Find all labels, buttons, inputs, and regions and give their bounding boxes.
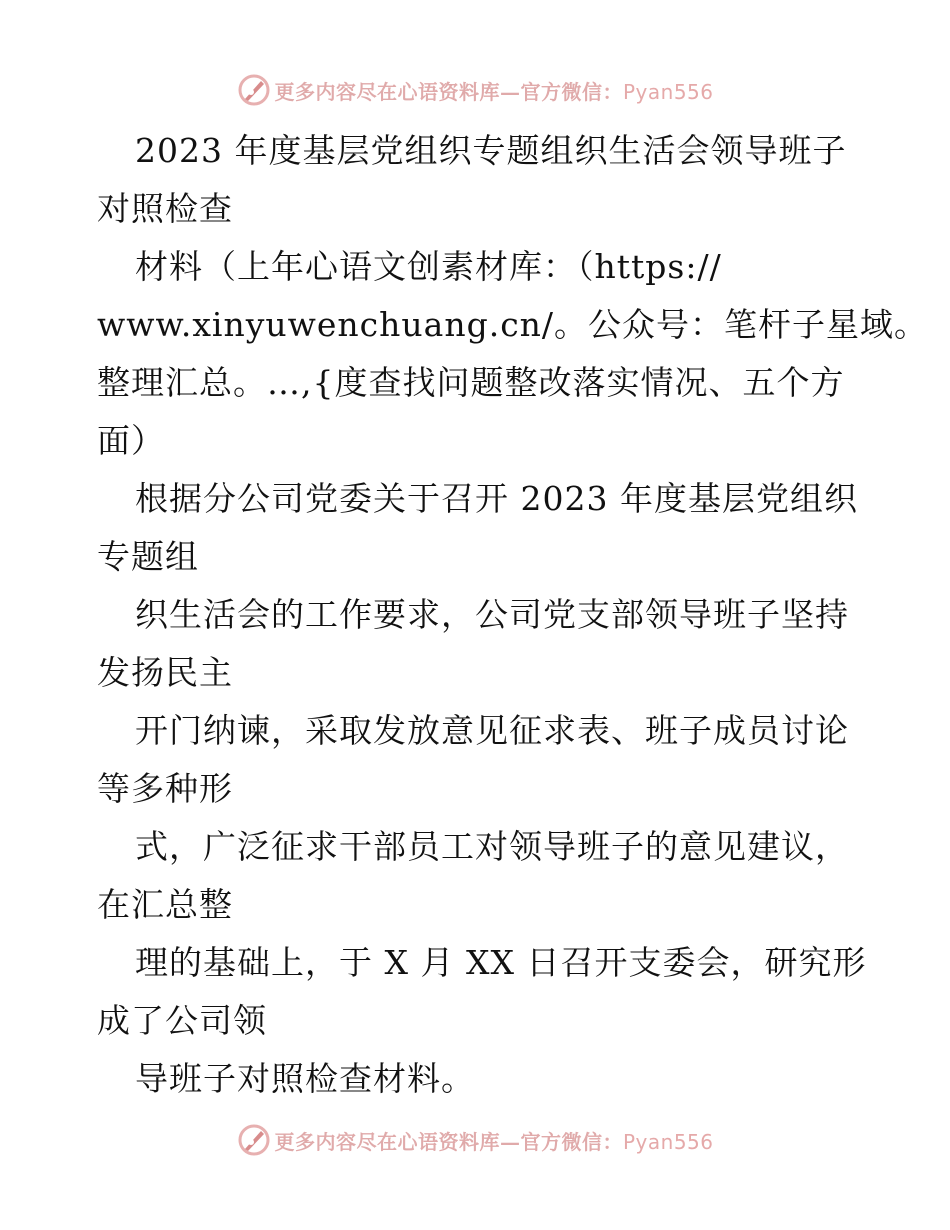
text-line: 织生活会的工作要求，公司党支部领导班子坚持 <box>135 595 849 634</box>
text-line: 面） <box>97 421 165 460</box>
text-line: 式，广泛征求干部员工对领导班子的意见建议， <box>135 827 849 866</box>
wechat-id: Pyan556 <box>622 1129 714 1154</box>
text-line: 2023 年度基层党组织专题组织生活会领导班子 <box>135 131 847 170</box>
text-line: 开门纳谏，采取发放意见征求表、班子成员讨论 <box>135 711 849 750</box>
text-line: 理的基础上，于 X 月 XX 日召开支委会，研究形 <box>135 943 867 982</box>
text-line: 导班子对照检查材料。 <box>135 1059 475 1098</box>
text-line: 在汇总整 <box>97 885 233 924</box>
text-line: 发扬民主 <box>97 653 233 692</box>
text-line: www.xinyuwenchuang.cn/。公众号：笔杆子星域。 <box>97 305 929 344</box>
text-line: 对照检查 <box>97 189 233 228</box>
wechat-label: 官方微信： <box>520 79 623 104</box>
text-line: 材料（上年心语文创素材库：（https:// <box>135 247 722 286</box>
text-line: 成了公司领 <box>97 1001 267 1040</box>
text-line: 根据分公司党委关于召开 2023 年度基层党组织 <box>135 479 858 518</box>
footer-watermark <box>0 1120 950 1160</box>
pen-circle-logo-icon <box>236 1122 272 1158</box>
watermark-text: 更多内容尽在心语资料库 <box>274 1129 500 1154</box>
watermark-separator: — <box>499 1129 521 1154</box>
text-line: 专题组 <box>97 537 199 576</box>
wechat-id: Pyan556 <box>622 79 714 104</box>
header-watermark <box>0 70 950 110</box>
watermark-separator: — <box>499 79 521 104</box>
watermark-text: 更多内容尽在心语资料库 <box>274 79 500 104</box>
text-line: 等多种形 <box>97 769 233 808</box>
pen-circle-logo-icon <box>236 72 272 108</box>
document-body <box>97 122 929 1108</box>
wechat-label: 官方微信： <box>520 1129 623 1154</box>
text-line: 整理汇总。…,{度查找问题整改落实情况、五个方 <box>97 363 845 402</box>
